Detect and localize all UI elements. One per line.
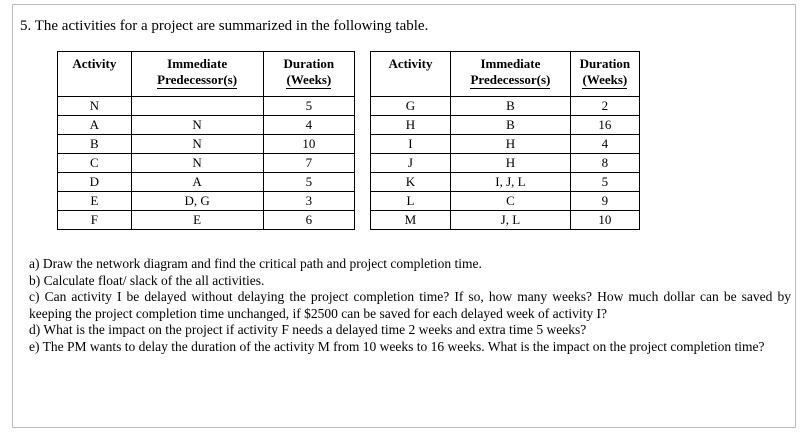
cell-duration-left: 5 (263, 97, 355, 116)
header-pred-left-line2: Predecessor(s) (157, 72, 238, 87)
header-dur-right-line2: (Weeks) (582, 72, 628, 87)
table-gap-column (355, 192, 371, 211)
cell-duration-right: 4 (570, 135, 639, 154)
question-d: d) What is the impact on the project if activity F needs a delayed time 2 weeks and extra time 5 weeks? (29, 322, 587, 337)
activity-table (57, 51, 640, 230)
cell-duration-left: 7 (263, 154, 355, 173)
cell-predecessor-right: C (451, 192, 571, 211)
cell-activity-left: N (58, 97, 132, 116)
cell-duration-left: 6 (263, 211, 355, 230)
cell-duration-left: 4 (263, 116, 355, 135)
table-row (58, 173, 640, 192)
cell-activity-right: G (370, 97, 450, 116)
table-row (58, 135, 640, 154)
cell-activity-left: B (58, 135, 132, 154)
cell-predecessor-left: N (131, 154, 263, 173)
cell-duration-right: 10 (570, 211, 639, 230)
header-activity-right: Activity (370, 52, 450, 97)
cell-duration-right: 2 (570, 97, 639, 116)
header-pred-left-line1: Immediate (167, 56, 228, 71)
table-gap-column (355, 116, 371, 135)
cell-predecessor-left: E (131, 211, 263, 230)
header-activity-left: Activity (58, 52, 132, 97)
header-duration-left (263, 52, 355, 97)
question-heading: 5. The activities for a project are summarized in the following table. (20, 18, 429, 34)
cell-duration-left: 5 (263, 173, 355, 192)
cell-activity-left: F (58, 211, 132, 230)
question-b: b) Calculate float/ slack of the all activities. (29, 272, 265, 288)
cell-activity-left: A (58, 116, 132, 135)
table-gap-column (355, 135, 371, 154)
question-a: a) Draw the network diagram and find the critical path and project completion time. (29, 256, 482, 271)
cell-predecessor-left: N (131, 135, 263, 154)
cell-predecessor-left: A (131, 173, 263, 192)
questions-block (29, 256, 791, 355)
header-dur-right-line1: Duration (579, 56, 631, 71)
header-predecessor-right (451, 52, 571, 97)
question-c: c) Can activity I be delayed without delaying the project completion time? If so, how many weeks? How much dollar can be saved by keeping the project completion time unchanged, if $2500 can be saved for each delayed week of activity I? (29, 289, 791, 321)
table-row (58, 211, 640, 230)
cell-predecessor-left: N (131, 116, 263, 135)
table-row (58, 97, 640, 116)
header-pred-right-line2: Predecessor(s) (470, 72, 551, 87)
cell-activity-left: E (58, 192, 132, 211)
cell-activity-left: C (58, 154, 132, 173)
cell-predecessor-right: H (451, 154, 571, 173)
cell-duration-right: 9 (570, 192, 639, 211)
cell-activity-right: H (370, 116, 450, 135)
table-gap-column (355, 154, 371, 173)
table-gap-column (355, 52, 371, 97)
cell-duration-left: 3 (263, 192, 355, 211)
header-duration-right (570, 52, 639, 97)
cell-activity-right: J (370, 154, 450, 173)
cell-predecessor-right: B (451, 116, 571, 135)
table-header-row (58, 52, 640, 97)
table-row (58, 192, 640, 211)
table-gap-column (355, 173, 371, 192)
table-gap-column (355, 97, 371, 116)
cell-duration-right: 16 (570, 116, 639, 135)
table-row (58, 154, 640, 173)
cell-activity-right: K (370, 173, 450, 192)
cell-duration-right: 8 (570, 154, 639, 173)
table-row (58, 116, 640, 135)
cell-activity-left: D (58, 173, 132, 192)
cell-predecessor-left: D, G (131, 192, 263, 211)
cell-predecessor-right: H (451, 135, 571, 154)
cell-predecessor-right: B (451, 97, 571, 116)
cell-activity-right: I (370, 135, 450, 154)
question-e: e) The PM wants to delay the duration of the activity M from 10 weeks to 16 weeks. What is the impact on the project completion time? (29, 338, 765, 354)
header-pred-right-line1: Immediate (480, 56, 541, 71)
table-gap-column (355, 211, 371, 230)
header-dur-left-line2: (Weeks) (286, 72, 332, 87)
cell-predecessor-right: J, L (451, 211, 571, 230)
cell-predecessor-right: I, J, L (451, 173, 571, 192)
header-predecessor-left (131, 52, 263, 97)
header-dur-left-line1: Duration (283, 56, 335, 71)
cell-activity-right: L (370, 192, 450, 211)
cell-activity-right: M (370, 211, 450, 230)
cell-duration-right: 5 (570, 173, 639, 192)
cell-duration-left: 10 (263, 135, 355, 154)
cell-predecessor-left (131, 97, 263, 116)
